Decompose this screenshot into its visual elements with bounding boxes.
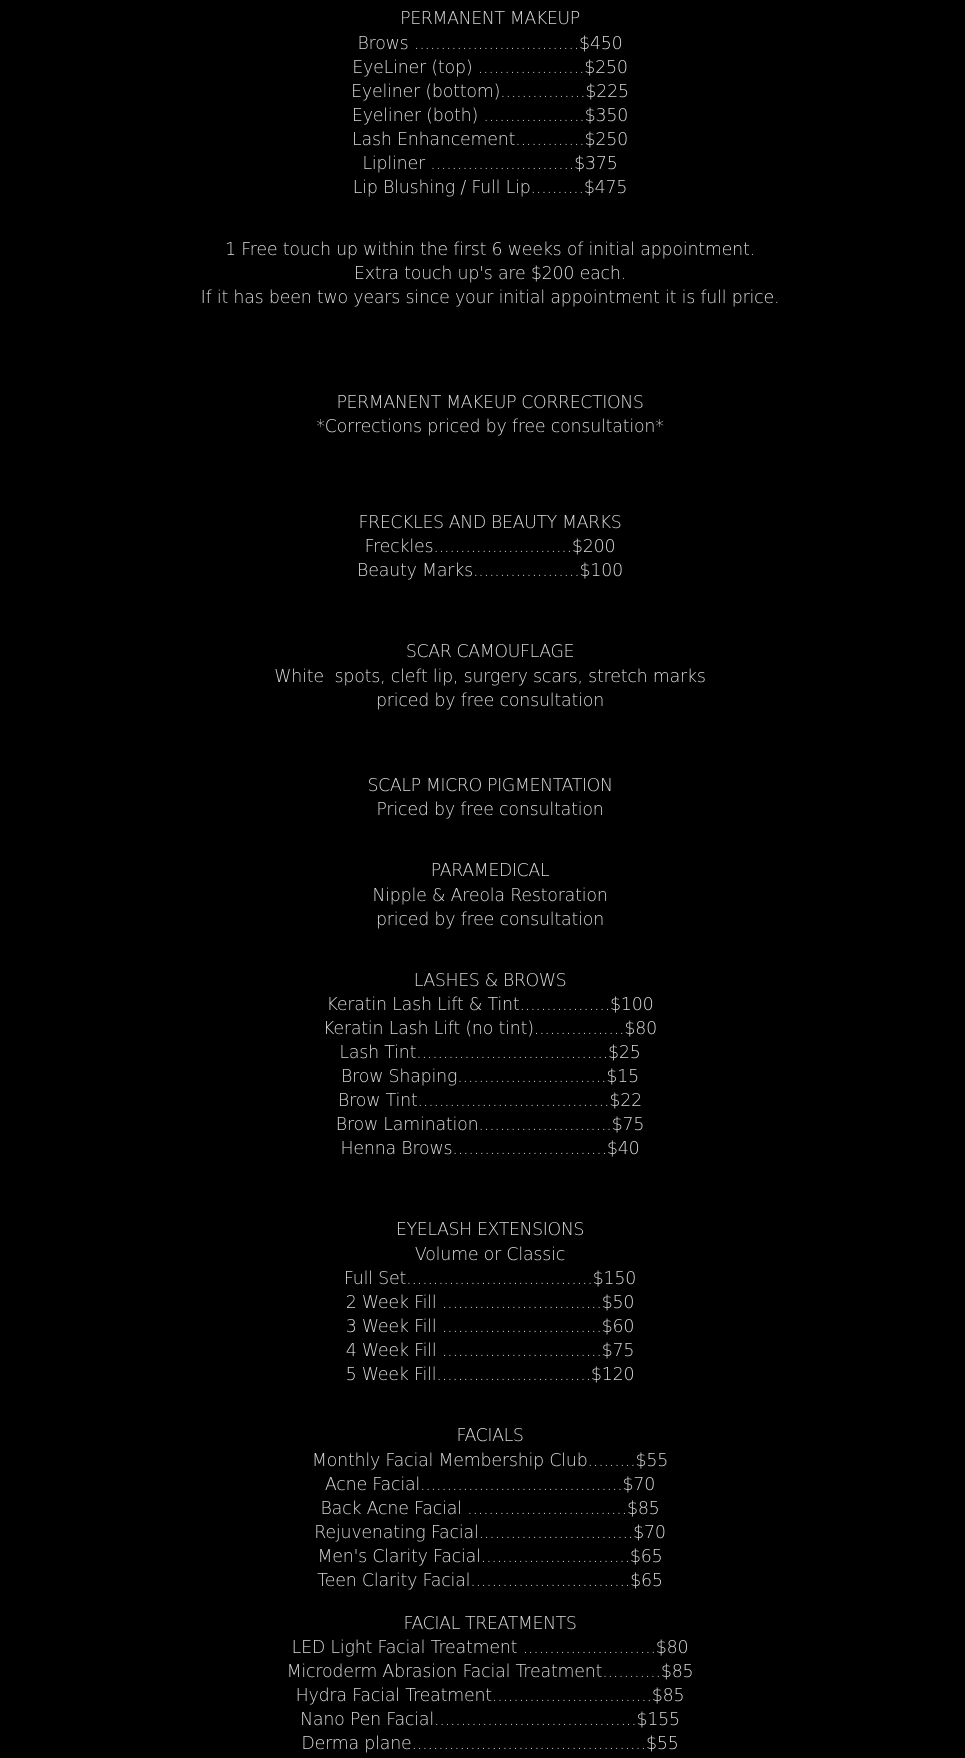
price-item: Brow Lamination.........................$75 xyxy=(335,1115,645,1135)
paramedical-pricing-note: priced by free consultation xyxy=(375,910,605,930)
section-title-eyelash-extensions: EYELASH EXTENSIONS xyxy=(395,1220,585,1240)
price-item: Keratin Lash Lift & Tint.................$100 xyxy=(326,995,654,1015)
price-item: Freckles..........................$200 xyxy=(364,537,616,557)
section-title-facials: FACIALS xyxy=(456,1426,524,1446)
price-item: Henna Brows.............................$40 xyxy=(340,1139,640,1159)
touch-up-note: If it has been two years since your initial appointment it is full price. xyxy=(200,288,780,308)
price-item: Back Acne Facial ..............................$85 xyxy=(320,1499,660,1519)
corrections-note: *Corrections priced by free consultation* xyxy=(316,417,664,437)
price-item: Brow Shaping............................$15 xyxy=(341,1067,639,1087)
price-item: Brow Tint....................................$22 xyxy=(338,1091,642,1111)
section-subtitle: Volume or Classic xyxy=(414,1245,566,1265)
price-item: LED Light Facial Treatment .........................$80 xyxy=(291,1638,689,1658)
section-title-facial-treatments: FACIAL TREATMENTS xyxy=(403,1614,577,1634)
section-title-freckles: FRECKLES AND BEAUTY MARKS xyxy=(358,513,622,533)
price-item: Lip Blushing / Full Lip..........$475 xyxy=(352,178,628,198)
price-item: EyeLiner (top) ....................$250 xyxy=(352,58,628,78)
section-title-permanent-makeup: PERMANENT MAKEUP xyxy=(400,9,580,29)
price-item: Eyeliner (both) ...................$350 xyxy=(351,106,629,126)
section-title-scar: SCAR CAMOUFLAGE xyxy=(405,642,575,662)
paramedical-service: Nipple & Areola Restoration xyxy=(372,886,608,906)
price-item: Beauty Marks....................$100 xyxy=(357,561,623,581)
price-item: Lash Tint....................................$25 xyxy=(339,1043,641,1063)
scar-pricing-note: priced by free consultation xyxy=(375,691,605,711)
price-item: Full Set...................................$150 xyxy=(343,1269,637,1289)
price-item: Eyeliner (bottom)................$225 xyxy=(351,82,629,102)
price-item: Nano Pen Facial......................................$155 xyxy=(300,1710,680,1730)
touch-up-note: Extra touch up's are $200 each. xyxy=(353,264,627,284)
price-item: Hydra Facial Treatment..............................$85 xyxy=(295,1686,685,1706)
section-title-scalp: SCALP MICRO PIGMENTATION xyxy=(367,776,613,796)
price-item: Microderm Abrasion Facial Treatment...........$85 xyxy=(286,1662,694,1682)
price-item: 5 Week Fill.............................$120 xyxy=(345,1365,635,1385)
price-item: Lash Enhancement.............$250 xyxy=(352,130,628,150)
price-item: Acne Facial......................................$70 xyxy=(324,1475,656,1495)
price-item: Men's Clarity Facial............................$65 xyxy=(317,1547,663,1567)
price-item: Lipliner ...........................$375 xyxy=(362,154,618,174)
price-item: Keratin Lash Lift (no tint).................$80 xyxy=(323,1019,657,1039)
section-title-paramedical: PARAMEDICAL xyxy=(430,861,550,881)
price-item: 2 Week Fill ..............................$50 xyxy=(345,1293,635,1313)
section-title-lashes-brows: LASHES & BROWS xyxy=(413,971,567,991)
price-item: Derma plane............................................$55 xyxy=(301,1734,679,1754)
price-item: Monthly Facial Membership Club.........$55 xyxy=(311,1451,669,1471)
price-item: Rejuvenating Facial.............................$70 xyxy=(314,1523,666,1543)
price-item: Brows ...............................$450 xyxy=(357,34,623,54)
price-item: 3 Week Fill ..............................$60 xyxy=(345,1317,635,1337)
price-item: 4 Week Fill ..............................$75 xyxy=(345,1341,635,1361)
touch-up-note: 1 Free touch up within the first 6 weeks of initial appointment. xyxy=(225,240,755,260)
price-item: Teen Clarity Facial..............................$65 xyxy=(317,1571,663,1591)
section-title-corrections: PERMANENT MAKEUP CORRECTIONS xyxy=(336,393,644,413)
scar-description: White spots, cleft lip, surgery scars, stretch marks xyxy=(274,667,706,687)
scalp-pricing-note: Priced by free consultation xyxy=(376,800,604,820)
